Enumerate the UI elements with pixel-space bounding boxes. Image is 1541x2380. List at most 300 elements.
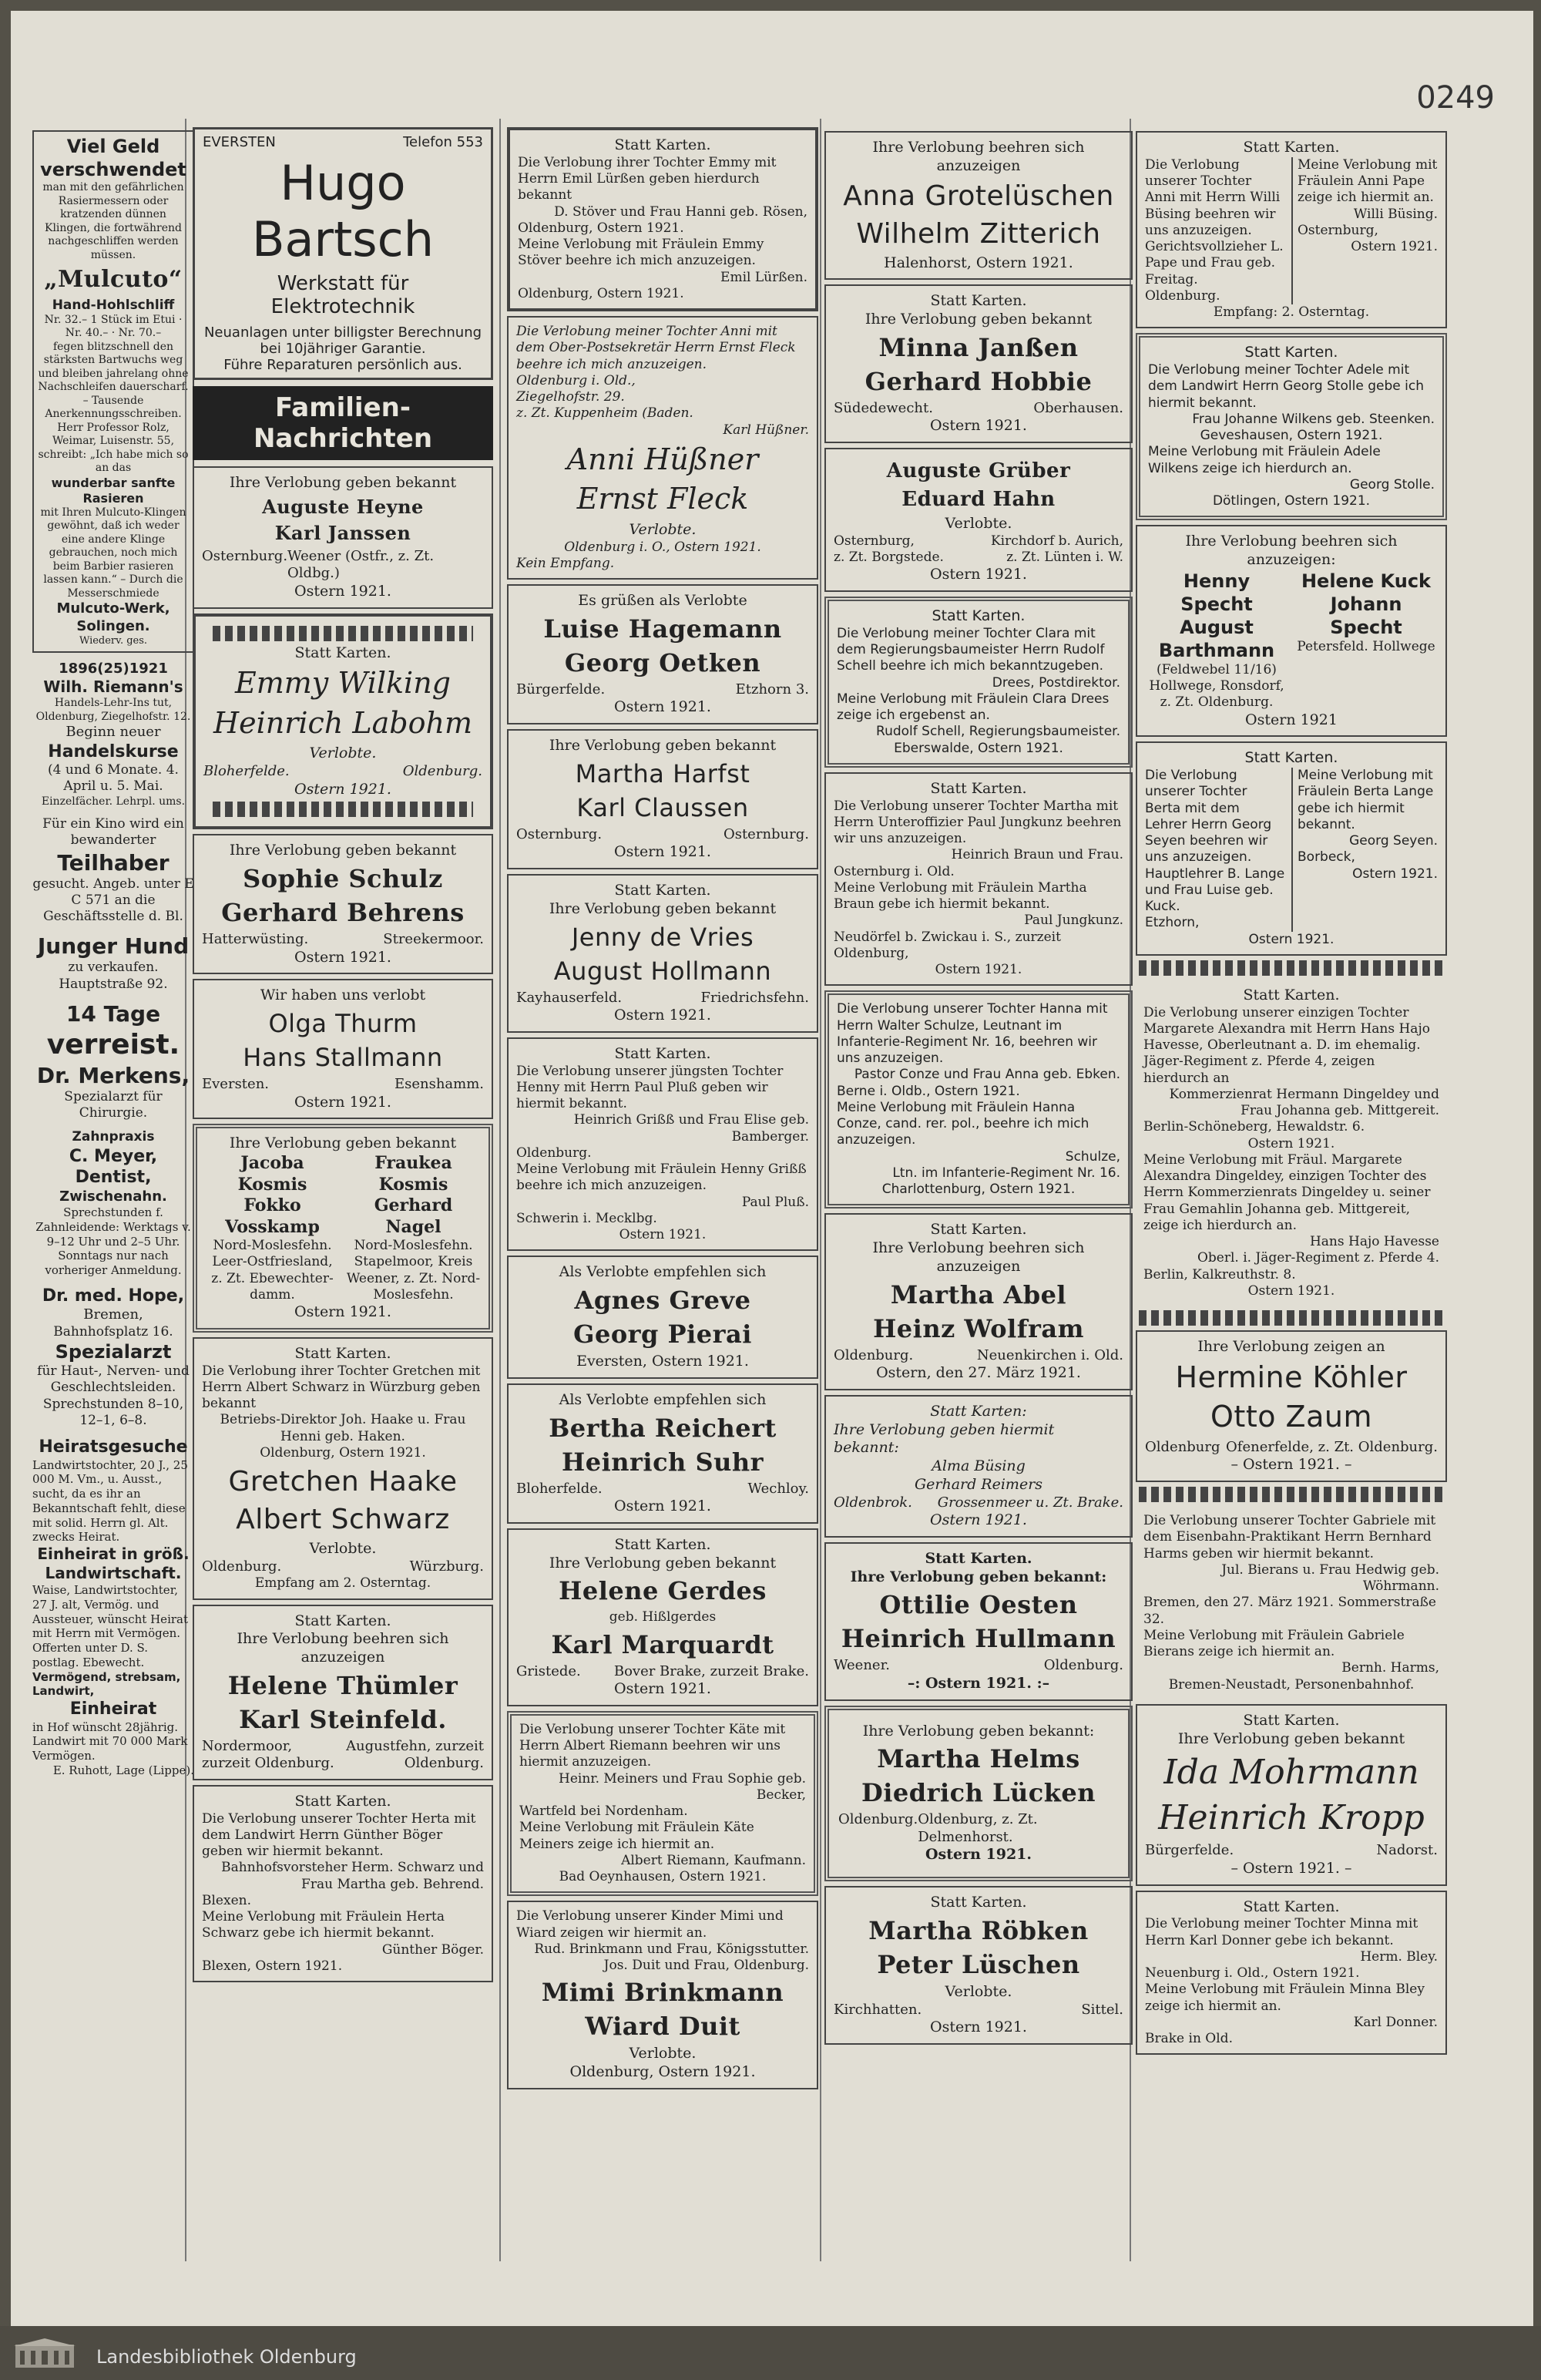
announcement (507, 1256, 818, 1379)
date: Ostern 1921. (614, 1680, 711, 1697)
statt-karten: Statt Karten. (294, 644, 391, 661)
place: Bürgerfelde. (1145, 1842, 1234, 1859)
text: Meine Verlobung mit Fräulein Adele Wilkens zeige ich hierdurch an. (1148, 444, 1381, 476)
name: Helene Gerdes (559, 1576, 767, 1606)
statt-karten: Statt Karten. (294, 1612, 391, 1629)
text: Die Verlobung unserer Tochter Gabriele mit dem Eisenbahn-Praktikant Herrn Bernhard Harms geben wir hiermit bekannt. (1143, 1513, 1436, 1561)
text: Meine Verlobung mit Fräulein Gabriele Bierans zeige ich hiermit an. (1143, 1627, 1405, 1659)
section-heading: Heiratsgesuche (39, 1437, 188, 1457)
place: Kirchhatten. (834, 2001, 922, 2018)
date: Charlottenburg, Ostern 1921. (881, 1182, 1076, 1197)
name: Sophie Schulz (243, 864, 443, 893)
text: Die Verlobung unserer Tochter Herta mit dem Landwirt Herrn Günther Böger geben wir hiermit bekannt. (202, 1810, 476, 1859)
text: Meine Verlobung mit Fräulein Emmy Stöver beehre ich mich anzuzeigen. (518, 237, 764, 269)
name: Bertha Reichert (549, 1413, 777, 1443)
ad-name: C. Meyer, Dentist, (69, 1146, 158, 1187)
signature: Oberl. i. Jäger-Regiment z. Pferde 4. (1197, 1250, 1439, 1266)
place: Esenshamm. (394, 1076, 484, 1092)
signature: Ltn. im Infanterie-Regiment Nr. 16. (892, 1165, 1120, 1181)
signature: Heinrich Braun und Frau. (951, 847, 1123, 863)
signature: Herm. Bley. (1360, 1948, 1438, 1965)
place: z. Zt. Ebewechter-damm. (211, 1270, 334, 1303)
name: Albert Schwarz (236, 1504, 450, 1535)
ad-years: 1896(25)1921 (59, 660, 168, 677)
intro: Ihre Verlobung geben bekannt (1177, 1730, 1405, 1747)
announcement (1136, 525, 1447, 737)
place: Oberhausen. (1033, 399, 1123, 416)
text: Meine Verlobung mit Fräulein Martha Braun gebe ich hiermit bekannt. (834, 879, 1087, 912)
name: Luise Hagemann (543, 613, 782, 644)
address: z. Zt. Kuppenheim (Baden. (516, 405, 693, 422)
announcement (507, 1037, 818, 1252)
place: z. Zt. Lünten i. W. (1006, 550, 1123, 565)
name: Ottilie Oesten (879, 1590, 1078, 1620)
announcement (507, 1901, 818, 2089)
signature: Karl Hüßner. (723, 422, 809, 438)
intro: Ihre Verlobung zeigen an (1197, 1338, 1385, 1355)
ornament-border (1139, 1310, 1444, 1326)
ad-note: Einzelfächer. Lehrpl. ums. (41, 795, 186, 808)
name: Georg Pierai (573, 1319, 752, 1349)
signature: Heinr. Meiners und Frau Sophie geb. Becker, (559, 1770, 806, 1803)
name: Karl Marquardt (551, 1629, 774, 1659)
intro: Es grüßen als Verlobte (578, 592, 747, 609)
place: Streekermoor. (383, 931, 484, 947)
name: Helene Kuck (1301, 570, 1432, 592)
date: Ostern 1921. (930, 566, 1027, 583)
intro: Ihre Verlobung geben hiermit bekannt: (834, 1420, 1055, 1457)
library-footer (0, 2326, 1541, 2380)
ad-heirat (32, 1437, 194, 1778)
verlobte: Verlobte. (309, 1540, 377, 1557)
name: Helene Thümler (227, 1670, 458, 1700)
place: Gristede. (516, 1662, 581, 1679)
ad-mulcuto (32, 130, 194, 653)
statt-karten: Statt Karten. (930, 1894, 1027, 1911)
announcement (824, 990, 1133, 1208)
ad-prices: Nr. 32.– 1 Stück im Etui · Nr. 40.– · Nr. 70.– (44, 313, 183, 340)
name: Mimi Brinkmann (541, 1978, 784, 2008)
intro: Ihre Verlobung geben bekannt (549, 1554, 777, 1572)
place: Oldenburg. (1145, 287, 1220, 304)
announcement (824, 1886, 1133, 2045)
announcement (1136, 1330, 1447, 1482)
verlobte: Verlobte. (309, 745, 377, 762)
statt-karten: Statt Karten. (614, 136, 711, 153)
place: Oldenburg. (1043, 1657, 1123, 1674)
ad-kurse: Handelskurse (48, 741, 179, 761)
place: Wartfeld bei Nordenham. (519, 1803, 688, 1819)
ad-text: Bremen, (83, 1306, 143, 1323)
place: Grossenmeer u. Zt. Brake. (937, 1494, 1123, 1511)
statt-karten: Statt Karten. (1243, 139, 1340, 156)
empfang: Empfang am 2. Osterntag. (254, 1575, 431, 1592)
place: Bloherfelde. (516, 1480, 603, 1497)
name: Olga Thurm (268, 1009, 418, 1038)
date: Ostern 1921. (925, 1846, 1032, 1864)
ad-brand: „Mulcuto“ (44, 266, 183, 293)
place: Etzhorn 3. (735, 681, 809, 698)
date: Oldenburg, Ostern 1921. (518, 285, 684, 301)
page-number: 0249 (1416, 80, 1495, 116)
place: Bloherfelde. (203, 763, 290, 779)
place: Würzburg. (409, 1558, 484, 1575)
name: Otto Zaum (1210, 1400, 1372, 1434)
place: Berlin-Schöneberg, Hewaldstr. 6. (1143, 1119, 1365, 1135)
ornament-border (213, 802, 473, 817)
name: Ida Mohrmann (1163, 1753, 1419, 1793)
ad-text: man mit den gefährlichen Rasiermessern oder kratzenden dünnen Klingen, die fortwährend nachgeschliffen werden müssen. (42, 181, 184, 261)
announcement (193, 834, 493, 974)
library-name: Landesbibliothek Oldenburg (96, 2346, 357, 2368)
name: Hans Stallmann (243, 1043, 443, 1072)
statt-karten: Statt Karten. (1244, 749, 1338, 767)
name: Heinrich Hullmann (841, 1624, 1116, 1654)
announcement (824, 131, 1133, 280)
announcement (1136, 131, 1447, 328)
intro: Ihre Verlobung beehren sich anzuzeigen: (1185, 533, 1398, 568)
name: Gerhard Behrens (221, 898, 465, 927)
ad-firm: Mulcuto-Werk, Solingen. (56, 600, 170, 634)
announcement (507, 1528, 818, 1706)
place: Hollwege, Ronsdorf, z. Zt. Oldenburg. (1149, 678, 1284, 711)
ad-riemann (32, 661, 194, 809)
date: Bad Oeynhausen, Ostern 1921. (559, 1869, 767, 1884)
place: Osternburg. (202, 547, 288, 564)
announcement (193, 1605, 493, 1780)
text: Die Verlobung unserer einzigen Tochter Margarete Alexandra mit Herrn Hans Hajo Havesse, Oberleutnant a. D. im ehemalig. Jäger-Regiment z. Pferde 4, zeigen hierdurch an (1143, 1004, 1430, 1086)
signature: Paul Jungkunz. (1024, 913, 1123, 929)
verlobte: Verlobte. (945, 515, 1012, 532)
date: Eversten, Ostern 1921. (576, 1353, 749, 1370)
ad-hope (32, 1286, 194, 1429)
ad-text: mit Ihren Mulcuto-Klingen gewöhnt, daß ich weder eine andere Klinge gebrauchen, noch mich beim Barbier rasieren lassen kann.“ – Durch die Messerschmiede (40, 506, 186, 600)
announcement (193, 979, 493, 1119)
date: Blexen, Ostern 1921. (202, 1958, 343, 1974)
place: Bremen-Neustadt, Personenbahnhof. (1168, 1676, 1415, 1693)
column-3 (501, 123, 824, 2094)
name: August Barthmann (1158, 616, 1275, 661)
place: Neudörfel b. Zwickau i. S., zurzeit Oldenburg, (834, 929, 1061, 961)
ad-brand-sub: Hand-Hohlschliff (52, 297, 175, 313)
announcement (1136, 333, 1447, 520)
name: Martha Helms (877, 1744, 1080, 1774)
text: Die Verlobung unserer Tochter Berta mit dem Lehrer Herrn Georg Seyen beehren wir uns anzuzeigen. (1145, 768, 1272, 866)
date: Ostern 1921. (294, 780, 391, 798)
date: Ostern 1921. (614, 1498, 711, 1514)
date: Oldenburg i. O., Ostern 1921. (564, 539, 761, 555)
place: Sittel. (1081, 2001, 1123, 2018)
name: Anna Grotelüschen (843, 180, 1114, 212)
place: Kayhauserfeld. (516, 989, 623, 1006)
ad-hund (32, 933, 194, 993)
name: Jenny de Vries (571, 922, 754, 952)
ad-headline: 14 Tage (65, 1000, 161, 1027)
text: Die Verlobung unserer Tochter Martha mit Herrn Unteroffizier Paul Jungkunz beehren wir uns anzuzeigen. (834, 798, 1122, 846)
name: Heinz Wolfram (873, 1313, 1084, 1343)
place: Bover Brake, zurzeit Brake. (613, 1662, 809, 1679)
place: Nord-Moslesfehn. (213, 1238, 332, 1253)
signature: Pastor Conze und Frau Anna geb. Ebken. (854, 1067, 1120, 1083)
text: Meine Verlobung mit Fräulein Käte Meiners zeige ich hiermit an. (519, 1820, 754, 1852)
ad-text: Spezialarzt für Chirurgie. (64, 1088, 163, 1121)
place: Osternburg. (723, 825, 809, 842)
text: Meine Verlobung mit Fräulein Berta Lange gebe ich hiermit bekannt. (1298, 768, 1434, 832)
ad-dates: (4 und 6 Monate. 4. April u. 5. Mai. (48, 762, 179, 795)
announcement (824, 284, 1133, 443)
signature: Gerichtsvollzieher L. Pape und Frau geb. Freitag. (1145, 239, 1284, 287)
place: Nadorst. (1376, 1842, 1438, 1859)
address: Ziegelhofstr. 29. (516, 389, 625, 405)
signature: Günther Böger. (381, 1941, 484, 1958)
text: Meine Verlobung mit Fräulein Hanna Conze, cand. rer. pol., beehre ich mich anzuzeigen. (837, 1099, 1089, 1148)
signature: Rudolf Schell, Regierungsbaumeister. (876, 724, 1120, 740)
signature: Bernh. Harms, (1341, 1660, 1439, 1676)
statt-karten: Statt Karten. (294, 1792, 391, 1810)
place: Weener. (834, 1657, 890, 1674)
name: Gerhard Hobbie (865, 366, 1093, 396)
intro: Ihre Verlobung beehren sich anzuzeigen (237, 1630, 449, 1666)
announcement (507, 874, 818, 1033)
announcement (1136, 741, 1447, 956)
ad-name: Dr. Merkens, (36, 1062, 190, 1088)
ad-headline: Einheirat (69, 1699, 157, 1719)
name: August Hollmann (553, 956, 772, 986)
place: Weener (Ostfr., z. Zt. Oldbg.) (287, 547, 435, 582)
ad-phone: Telefon 553 (403, 134, 483, 150)
ad-text: Zahnpraxis (72, 1129, 155, 1145)
statt-karten: Statt Karten. (1244, 344, 1338, 361)
signature: Frau Johanne Wilkens geb. Steenken. (1192, 411, 1435, 427)
announcement (507, 1711, 818, 1897)
place: Blexen. (202, 1892, 251, 1908)
ad-text: Bahnhofsplatz 16. (53, 1323, 173, 1340)
announcement (193, 1124, 493, 1333)
statt-karten: Statt Karten. (614, 1044, 711, 1062)
place: Kirchdorf b. Aurich, (990, 533, 1123, 549)
announcement (507, 729, 818, 869)
name: Karl Claussen (576, 792, 749, 822)
place: Etzhorn, (1145, 915, 1200, 931)
statt-karten: Statt Karten. (930, 292, 1027, 310)
place: Oldenburg. (834, 1346, 914, 1363)
announcement (193, 1785, 493, 1982)
ad-text: gesucht. Angeb. unter E C 571 an die Geschäftsstelle d. Bl. (32, 876, 194, 924)
place: Oldenburg. (202, 1558, 282, 1575)
announcement (824, 1395, 1133, 1538)
ad-text: Sprechstunden 8–10, 12–1, 6–8. (42, 1396, 184, 1428)
announcement (507, 584, 818, 724)
statt-karten: Statt Karten. (1243, 1898, 1340, 1915)
date: – Ostern 1921. – (1230, 1859, 1352, 1877)
intro: Ihre Verlobung beehren sich anzuzeigen (872, 139, 1085, 174)
ad-name: Dr. med. Hope, (42, 1286, 185, 1306)
text: Die Verlobung meiner Tochter Adele mit dem Landwirt Herrn Georg Stolle gebe ich hiermit bekannt. (1148, 362, 1424, 411)
place: Neuenburg i. Old., Ostern 1921. (1145, 1965, 1360, 1981)
name: Auguste Heyne (262, 495, 424, 518)
date: Ostern 1921. (930, 417, 1027, 435)
text: Die Verlobung ihrer Tochter Gretchen mit Herrn Albert Schwarz in Würzburg geben bekannt (202, 1363, 481, 1411)
intro: Ihre Verlobung geben bekannt: (850, 1568, 1107, 1585)
ad-text: Landwirtstochter, 20 J., 25 000 M. Vm., u. Ausst., sucht, da es ihr an Bekanntschaft fehlt, diese mit solid. Herrn gl. Alt. zwecks Heirat. (32, 1457, 188, 1545)
ad-headline: Viel Geld verschwendet (40, 136, 186, 180)
name: Georg Oetken (564, 647, 761, 677)
name: Eduard Hahn (901, 487, 1056, 511)
text: Meine Verlobung mit Fräulein Clara Drees zeige ich ergebenst an. (837, 691, 1110, 723)
announcement (507, 316, 818, 580)
signature: Georg Seyen. (1349, 833, 1438, 849)
date: Eberswalde, Ostern 1921. (894, 740, 1063, 756)
signature: Jos. Duit und Frau, Oldenburg. (603, 1958, 809, 1973)
signature: Drees, Postdirektor. (992, 674, 1120, 691)
ad-signature: E. Ruhott, Lage (Lippe). (52, 1763, 194, 1777)
text: Die Verlobung unserer Tochter Hanna mit Herrn Walter Schulze, Leutnant im Infanterie-Regiment Nr. 16, beehren wir uns anzuzeigen. (837, 1001, 1108, 1066)
intro: Ihre Verlobung geben bekannt (229, 474, 457, 491)
signature: Hans Hajo Havesse (1309, 1234, 1439, 1249)
name: Wilhelm Zitterich (856, 217, 1101, 250)
announcement (1136, 980, 1447, 1306)
name: Karl Janssen (274, 521, 411, 544)
place: Hatterwüsting. (202, 931, 309, 947)
date: Ostern 1921. (294, 582, 391, 600)
column-2 (186, 123, 499, 1987)
ad-company-name: Hugo Bartsch (251, 155, 434, 267)
ad-text: Sprechstunden f. Zahnleidende: Werktags v. 9–12 Uhr und 2–5 Uhr. Sonntags nur nach vorheriger Anmeldung. (35, 1205, 191, 1277)
signature: Heinrich Grißß und Frau Elise geb. Bamberger. (573, 1112, 809, 1145)
text: Meine Verlobung mit Fräulein Henny Grißß beehre ich mich anzuzeigen. (516, 1161, 807, 1194)
ornament-border (213, 626, 473, 641)
place: Oldenburg. (838, 1811, 918, 1828)
date: Ostern 1921 (1245, 711, 1338, 728)
date: Ostern 1921. (1352, 866, 1438, 882)
name: Heinrich Kropp (1158, 1798, 1425, 1838)
place: Ofenerfelde, z. Zt. Oldenburg. (1226, 1438, 1438, 1455)
place: Oldenburg. (516, 1145, 592, 1161)
date: Ostern 1921. (294, 948, 391, 966)
ad-text: Waise, Landwirtstochter, 27 J. alt, Vermög. und Aussteuer, wünscht Heirat mit Herrn mit Vermögen. Offerten unter D. S. postlag. Ebewecht. (32, 1583, 189, 1669)
ad-text: Werkstatt für Elektrotechnik (270, 272, 415, 318)
date: Ostern 1921. (1247, 1135, 1335, 1151)
announcement (507, 127, 818, 311)
statt-karten: Statt Karten. (930, 779, 1027, 797)
date: Ostern 1921. (294, 1303, 391, 1320)
ad-text: zu verkaufen. Hauptstraße 92. (59, 960, 168, 992)
text: Meine Verlobung mit Fräul. Margarete Alexandra Dingeldey, einzigen Tochter des Herrn Kommerzienrats Dingeldey u. seiner Frau Gemahlin Johanna geb. Mittgereit, zeige ich hierdurch an. (1143, 1151, 1431, 1233)
place: Bremen, den 27. März 1921. Sommerstraße 32. (1143, 1595, 1436, 1627)
note: Kein Empfang. (516, 555, 615, 571)
place: Berne i. Oldb., Ostern 1921. (837, 1083, 1020, 1099)
empfang: Empfang: 2. Osterntag. (1213, 304, 1370, 320)
statt-karten: Statt Karten. (1243, 1711, 1340, 1729)
newspaper-sheet (11, 11, 1533, 2326)
ad-headline: Teilhaber (57, 849, 170, 876)
name: Ernst Fleck (576, 482, 749, 516)
signature: Albert Riemann, Kaufmann. (621, 1852, 806, 1868)
ad-note: Wiederv. ges. (79, 635, 148, 647)
verlobte: Verlobte. (945, 1982, 1012, 2000)
signature: Bahnhofsvorsteher Herm. Schwarz und Frau Martha geb. Behrend. (221, 1860, 484, 1892)
date: Ostern 1921. (1248, 931, 1335, 947)
name: Peter Lüschen (877, 1949, 1080, 1979)
name: Jacoba Kosmis (237, 1153, 307, 1195)
signature: Betriebs-Direktor Joh. Haake u. Frau Henni geb. Haken. (220, 1412, 466, 1444)
ad-text: fegen blitzschnell den stärksten Bartwuchs weg und bleiben jahrelang ohne Nachschleifen dauerscharf. – Tausende Anerkennungsschreiben. Herr Professor Rolz, Weimar, Luisenstr. 55, schreibt: „Ich habe mich so an das (38, 340, 189, 475)
place: Nord-Moslesfehn. (354, 1238, 473, 1253)
column-1 (29, 123, 197, 1786)
statt-karten: Statt Karten. (294, 1344, 391, 1362)
ad-text: Neuanlagen unter billigster Berechnung bei 10jähriger Garantie. (203, 324, 482, 357)
ad-bartsch (193, 127, 493, 380)
announcement (824, 597, 1133, 768)
name: Heinrich Labohm (213, 705, 472, 740)
name: Johann Specht (1330, 593, 1402, 638)
signature: D. Stöver und Frau Hanni geb. Rösen, (554, 203, 807, 220)
place: Südedewecht. (834, 399, 933, 416)
ad-text: Vermögend, strebsam, Landwirt, (32, 1669, 181, 1699)
announcement (193, 466, 493, 609)
ad-headline: Junger Hund (37, 933, 190, 960)
date: Ostern 1921. (614, 698, 711, 716)
intro: Als Verlobte empfehlen sich (559, 1390, 767, 1408)
ad-text: in Hof wünscht 28jährig. Landwirt mit 70 000 Mark Vermögen. (32, 1719, 188, 1763)
ad-headline: verreist. (46, 1028, 180, 1061)
statt-karten: Statt Karten. (930, 1221, 1027, 1239)
column-4 (818, 126, 1139, 2049)
text: Meine Verlobung mit Fräulein Anni Pape zeige ich hiermit an. (1298, 156, 1438, 206)
verlobte: Verlobte. (629, 520, 697, 538)
place: Oldenburg, Ostern 1921. (518, 220, 684, 236)
signature: Kommerzienrat Hermann Dingeldey und Frau Johanna geb. Mittgereit. (1169, 1086, 1439, 1118)
statt-karten: Statt Karten: (930, 1402, 1027, 1420)
announcement (1136, 1891, 1447, 2056)
place: Borbeck, (1298, 849, 1355, 866)
name: Gretchen Haake (228, 1466, 458, 1498)
text: Die Verlobung meiner Tochter Anni mit dem Ober-Postsekretär Herrn Ernst Fleck beehre ich mich anzuzeigen. (516, 324, 796, 372)
name: Karl Steinfeld. (239, 1704, 447, 1734)
place: Schwerin i. Mecklbg. (516, 1210, 657, 1226)
announcement (824, 1542, 1133, 1701)
statt-karten: Statt Karten. (1243, 986, 1340, 1003)
address: Oldenburg i. Old., (516, 372, 636, 388)
place: z. Zt. Borgstede. (834, 550, 944, 565)
ad-headline: Einheirat in größ. Landwirtschaft. (37, 1545, 190, 1582)
announcement (1136, 1704, 1447, 1886)
place: Berlin, Kalkreuthstr. 8. (1143, 1266, 1296, 1282)
name: Auguste Grüber (886, 459, 1071, 482)
verlobte: Verlobte. (629, 2045, 697, 2062)
name: Minna Janßen (878, 332, 1079, 362)
date: Ostern 1921. (935, 962, 1022, 977)
name: Emmy Wilking (234, 666, 452, 701)
ad-text: Beginn neuer (65, 724, 161, 740)
place: Bürgerfelde. (516, 681, 606, 698)
ad-text: wunderbar sanfte Rasieren (51, 475, 176, 506)
text: Die Verlobung unserer Kinder Mimi und Wiard zeigen wir hiermit an. (516, 1908, 784, 1941)
name: Henny Specht (1180, 570, 1253, 615)
statt-karten: Statt Karten. (614, 882, 711, 899)
intro: Wir haben uns verlobt (260, 987, 426, 1004)
place: Friedrichsfehn. (700, 989, 809, 1006)
section-header: Familien-Nachrichten (193, 386, 493, 460)
name: Heinrich Suhr (562, 1447, 764, 1477)
intro: Ihre Verlobung geben bekannt: (862, 1722, 1095, 1740)
place: Oldenburg. (402, 763, 482, 779)
intro: Ihre Verlobung geben bekannt (865, 311, 1093, 328)
date: Ostern 1921. (619, 1227, 707, 1242)
ad-text: Zwischenahn. (59, 1188, 167, 1205)
text: Die Verlobung unserer Tochter Käte mit Herrn Albert Riemann beehren wir uns hiermit anzuzeigen. (519, 1721, 786, 1770)
place: Augustfehn, zurzeit Oldenburg. (346, 1737, 484, 1772)
